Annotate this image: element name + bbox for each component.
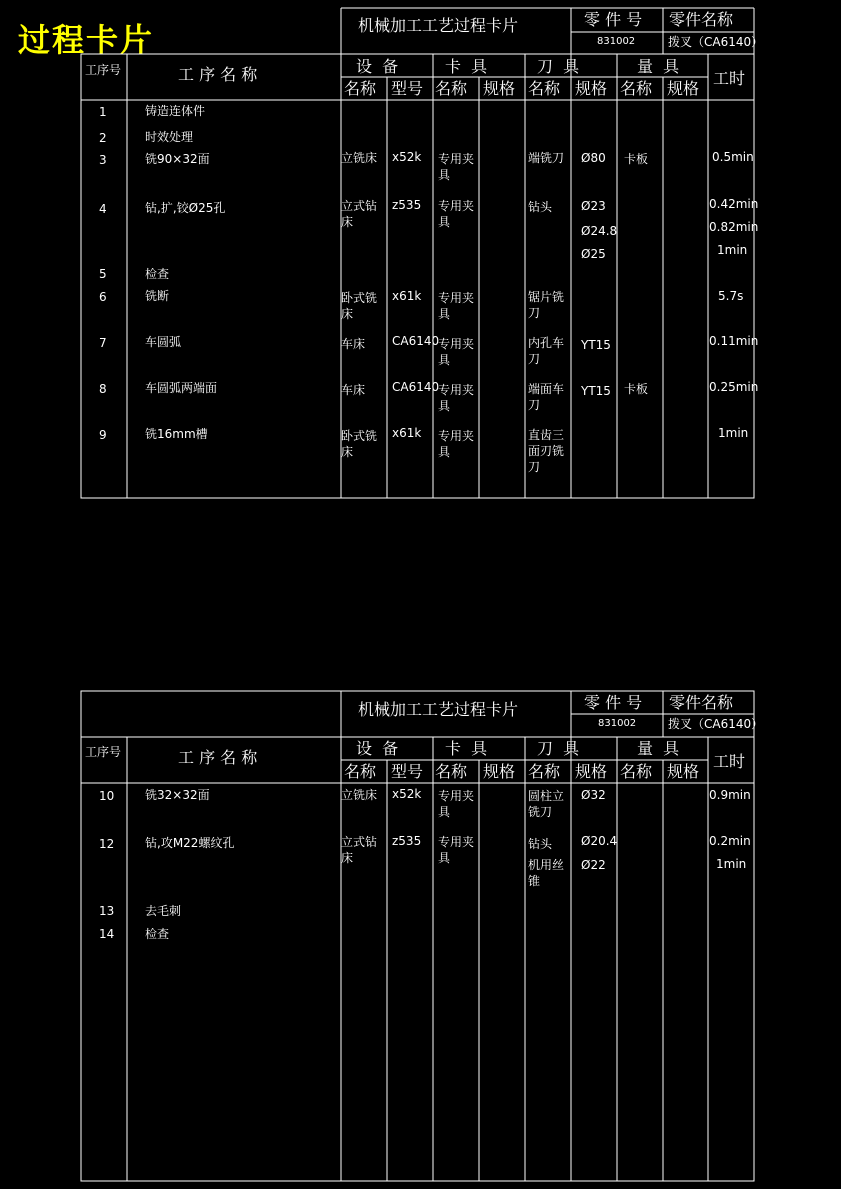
equipment-model: z535 bbox=[392, 834, 422, 848]
equipment-name: 卧式铣床 bbox=[341, 429, 378, 459]
table-row-name: 车圆弧两端面 bbox=[145, 381, 218, 395]
time: 0.11min bbox=[709, 334, 759, 348]
time: 1min bbox=[718, 426, 749, 440]
group-tool: 刀 具 bbox=[537, 57, 580, 76]
card-title: 机械加工工艺过程卡片 bbox=[358, 700, 519, 719]
sub-spec: 规格 bbox=[667, 762, 700, 781]
part-no-label: 零 件 号 bbox=[584, 10, 643, 29]
sub-name: 名称 bbox=[435, 79, 468, 98]
fixture-name: 专用夹具 bbox=[438, 429, 475, 459]
tool-spec: YT15 bbox=[581, 338, 611, 352]
time: 0.82min bbox=[709, 220, 759, 234]
sub-name: 名称 bbox=[344, 762, 377, 781]
table-row-name: 时效处理 bbox=[145, 130, 194, 144]
table-row-no: 7 bbox=[99, 336, 107, 350]
part-name-label: 零件名称 bbox=[669, 693, 734, 712]
gauge-name: 卡板 bbox=[624, 152, 649, 166]
table-row-name: 检查 bbox=[145, 927, 170, 941]
equipment-name: 立铣床 bbox=[341, 151, 378, 165]
col-step-header: 工序号 bbox=[85, 63, 122, 77]
sub-spec: 规格 bbox=[483, 762, 516, 781]
equipment-name: 车床 bbox=[341, 383, 366, 397]
table-row-no: 2 bbox=[99, 131, 107, 145]
tool-spec: Ø24.8 bbox=[581, 224, 618, 238]
sub-name: 名称 bbox=[344, 79, 377, 98]
table-row-no: 14 bbox=[99, 927, 115, 941]
equipment-name: 卧式铣床 bbox=[341, 291, 378, 321]
table-row-no: 1 bbox=[99, 105, 107, 119]
table-row-no: 9 bbox=[99, 428, 107, 442]
tool-name: 直齿三面刃铣刀 bbox=[528, 428, 565, 474]
table-row-no: 12 bbox=[99, 837, 115, 851]
equipment-model: x61k bbox=[392, 289, 422, 303]
table-row-name: 铣断 bbox=[145, 289, 170, 303]
group-fixture: 卡 具 bbox=[445, 739, 488, 758]
fixture-name: 专用夹具 bbox=[438, 789, 475, 819]
group-gauge: 量 具 bbox=[637, 739, 680, 758]
tool-name: 内孔车刀 bbox=[528, 336, 565, 366]
sub-name: 名称 bbox=[528, 762, 561, 781]
time: 0.25min bbox=[709, 380, 759, 394]
part-name: 拨叉（CA6140） bbox=[668, 717, 764, 731]
sub-spec: 规格 bbox=[667, 79, 700, 98]
table-row-name: 去毛刺 bbox=[145, 904, 182, 918]
group-equipment: 设 备 bbox=[356, 739, 399, 758]
col-name-header: 工 序 名 称 bbox=[178, 65, 258, 84]
tool-spec: Ø22 bbox=[581, 858, 606, 872]
fixture-name: 专用夹具 bbox=[438, 291, 475, 321]
time: 5.7s bbox=[718, 289, 744, 303]
fixture-name: 专用夹具 bbox=[438, 337, 475, 367]
tool-spec: YT15 bbox=[581, 384, 611, 398]
tool-spec: Ø32 bbox=[581, 788, 606, 802]
tool-spec: Ø80 bbox=[581, 151, 606, 165]
sub-spec: 规格 bbox=[575, 79, 608, 98]
part-name-label: 零件名称 bbox=[669, 10, 734, 29]
table-row-no: 4 bbox=[99, 202, 107, 216]
fixture-name: 专用夹具 bbox=[438, 383, 475, 413]
tool-name: 端铣刀 bbox=[528, 151, 565, 165]
part-no: 831002 bbox=[598, 718, 637, 729]
table-row-name: 检查 bbox=[145, 267, 170, 281]
table-row-name: 铸造连体件 bbox=[145, 104, 206, 118]
fixture-name: 专用夹具 bbox=[438, 199, 475, 229]
part-no-label: 零 件 号 bbox=[584, 693, 643, 712]
table-row-name: 铣32×32面 bbox=[145, 788, 210, 802]
equipment-name: 车床 bbox=[341, 337, 366, 351]
table-row-name: 车圆弧 bbox=[145, 335, 182, 349]
time: 1min bbox=[716, 857, 747, 871]
tool-spec: Ø20.4 bbox=[581, 834, 618, 848]
group-fixture: 卡 具 bbox=[445, 57, 488, 76]
group-tool: 刀 具 bbox=[537, 739, 580, 758]
tool-spec: Ø23 bbox=[581, 199, 606, 213]
tool-name: 钻头 bbox=[528, 837, 553, 851]
table-row-no: 10 bbox=[99, 789, 115, 803]
tool-name: 圆柱立铣刀 bbox=[528, 789, 565, 819]
time: 0.9min bbox=[709, 788, 751, 802]
part-no: 831002 bbox=[597, 36, 636, 47]
equipment-model: x52k bbox=[392, 150, 422, 164]
col-time-header: 工时 bbox=[713, 69, 746, 88]
time: 0.42min bbox=[709, 197, 759, 211]
table-row-name: 钻,攻M22螺纹孔 bbox=[145, 836, 235, 850]
sub-name: 名称 bbox=[528, 79, 561, 98]
time: 0.5min bbox=[712, 150, 754, 164]
equipment-name: 立式钻床 bbox=[341, 835, 378, 865]
sub-spec: 规格 bbox=[575, 762, 608, 781]
sub-model: 型号 bbox=[391, 79, 424, 98]
group-gauge: 量 具 bbox=[637, 57, 680, 76]
table-row-no: 5 bbox=[99, 267, 107, 281]
col-name-header: 工 序 名 称 bbox=[178, 748, 258, 767]
page-heading: 过程卡片 bbox=[18, 21, 155, 59]
table-row-no: 6 bbox=[99, 290, 107, 304]
tool-name: 锯片铣刀 bbox=[528, 290, 565, 320]
time: 1min bbox=[717, 243, 748, 257]
equipment-model: x52k bbox=[392, 787, 422, 801]
tool-name: 机用丝锥 bbox=[528, 858, 565, 888]
fixture-name: 专用夹具 bbox=[438, 152, 475, 182]
sub-name: 名称 bbox=[620, 762, 653, 781]
equipment-model: CA6140 bbox=[392, 334, 440, 348]
col-step-header: 工序号 bbox=[85, 745, 122, 759]
group-equipment: 设 备 bbox=[356, 57, 399, 76]
part-name: 拨叉（CA6140） bbox=[668, 35, 764, 49]
fixture-name: 专用夹具 bbox=[438, 835, 475, 865]
table-row-no: 13 bbox=[99, 904, 115, 918]
gauge-name: 卡板 bbox=[624, 382, 649, 396]
equipment-name: 立铣床 bbox=[341, 788, 378, 802]
table-row-name: 铣16mm槽 bbox=[145, 427, 208, 441]
equipment-model: x61k bbox=[392, 426, 422, 440]
table-row-no: 8 bbox=[99, 382, 107, 396]
table-row-no: 3 bbox=[99, 153, 107, 167]
time: 0.2min bbox=[709, 834, 751, 848]
tool-name: 钻头 bbox=[528, 200, 553, 214]
col-time-header: 工时 bbox=[713, 752, 746, 771]
table-row-name: 钻,扩,铰Ø25孔 bbox=[145, 201, 226, 215]
equipment-name: 立式钻床 bbox=[341, 199, 378, 229]
sub-name: 名称 bbox=[435, 762, 468, 781]
card-title: 机械加工工艺过程卡片 bbox=[358, 16, 519, 35]
equipment-model: z535 bbox=[392, 198, 422, 212]
sub-name: 名称 bbox=[620, 79, 653, 98]
tool-spec: Ø25 bbox=[581, 247, 606, 261]
table-row-name: 铣90×32面 bbox=[145, 152, 210, 166]
sub-spec: 规格 bbox=[483, 79, 516, 98]
tool-name: 端面车刀 bbox=[528, 382, 565, 412]
sub-model: 型号 bbox=[391, 762, 424, 781]
equipment-model: CA6140 bbox=[392, 380, 440, 394]
